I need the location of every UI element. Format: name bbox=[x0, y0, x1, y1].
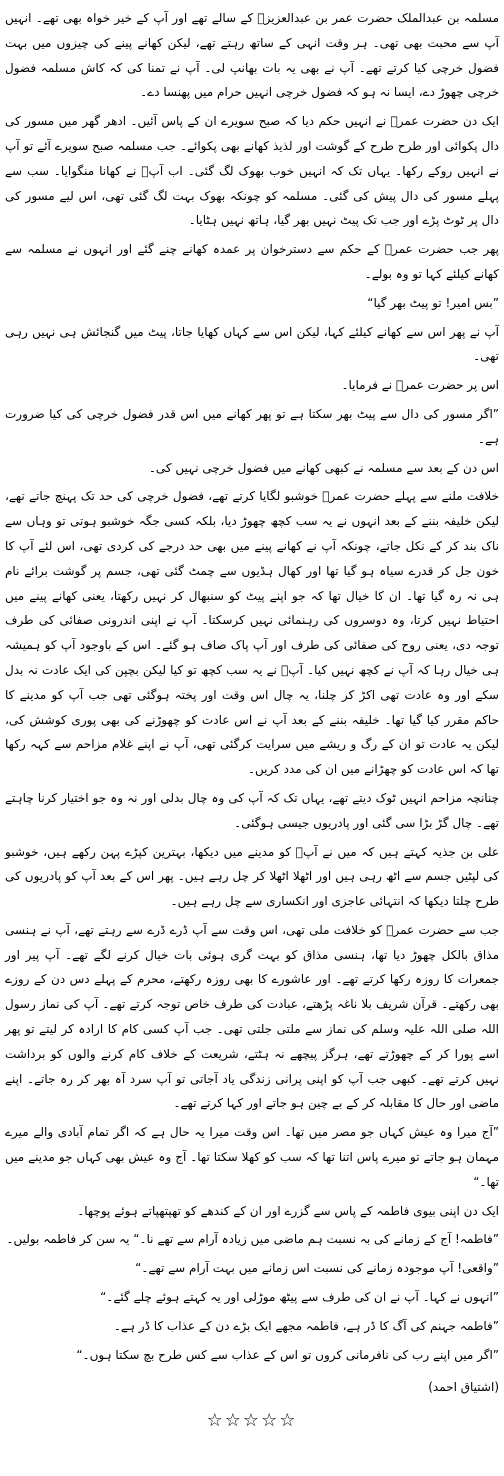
paragraph: اس پر حضرت عمرؒ نے فرمایا۔ bbox=[341, 378, 499, 393]
paragraph: علی بن جذیہ کہتے ہیں کہ میں نے آپؒ کو مدینے میں دیکھا، بہترین کپڑے پہن رکھے ہیں، خوشبو کی لپٹیں جسم سے اٹھ رہی ہیں اور اٹھلا اٹھلا کر چل رہے ہیں۔ پھر اس کے بعد آپ کو پادریوں کی طرح چلتا دیکھا کہ انتہائی عاجزی اور انکساری سے چل رہے ہیں۔ bbox=[5, 844, 499, 909]
paragraph: ”انہوں نے کہا۔ آپ نے ان کی طرف سے پیٹھ موڑلی اور یہ کہتے ہوئے چلے گئے۔“ bbox=[100, 1290, 499, 1305]
paragraph: ”واقعی! آپ موجودہ زمانے کی نسبت اس زمانے میں بہت آرام سے تھے۔“ bbox=[135, 1261, 499, 1276]
article-body bbox=[5, 6, 499, 1367]
paragraph: آپ نے پھر اس سے کھانے کیلئے کہا، لیکن اس سے کہاں کھایا جاتا، پیٹ میں گنجائش ہی نہیں رہی تھی۔ bbox=[5, 324, 499, 364]
author-credit: (اشتیاق احمد) bbox=[428, 1380, 499, 1395]
paragraph: ”اگر میں اپنے رب کی نافرمانی کروں تو اس کے عذاب سے کس طرح بچ سکتا ہوں۔“ bbox=[76, 1347, 499, 1362]
paragraph: ”آج میرا وہ عیش کہاں جو مصر میں تھا۔ اس وقت میرا یہ حال ہے کہ اگر تمام آبادی والے میرے مہمان ہو جاتے تو میرے پاس اتنا تھا کہ سب کو کھلا سکتا تھا۔ آج وہ عیش بھی کہاں جو مدینے میں تھا۔“ bbox=[5, 1125, 499, 1189]
paragraph: جب سے حضرت عمرؒ کو خلافت ملی تھی، اس وقت سے آپ ڈرے ڈرے سے رہتے تھے، آپ نے ہنسی مذاق بالکل چھوڑ دیا تھا، ہنسی مذاق کو بہت گری ہوئی بات خیال کرنے لگے تھے۔ آپ پیر اور جمعرات کا روزہ رکھا کرتے تھے۔ اور عاشورے کا بھی روزہ رکھتے، محرم کے پہلے دس دن کے روزے بھی رکھتے۔ قرآن شریف بلا ناغہ پڑھتے، عبادت کی طرف خاص توجہ کرتے تھے۔ آپ کی نماز رسول اللہ صلی اللہ علیہ وسلم کی نماز سے ملتی جلتی تھی۔ جب آپ کسی کام کا ارادہ کر لیتے تو پھر اسے پورا کر کے چھوڑتے تھے، ہرگز پیچھے نہ ہٹتے، شریعت کے خلاف کام کرنے والوں کو برداشت نہیں کرتے تھے۔ کبھی جب آپ کو اپنی پرانی زندگی یاد آجاتی تو آپ سرد آہ بھر کر رہ جاتے۔ اپنے ماضی اور حال کا مقابلہ کر کے بے چین ہو جاتے اور کہا کرتے تھے۔ bbox=[5, 922, 499, 1111]
paragraph: چنانچہ مزاحم انہیں ٹوک دیتے تھے، یہاں تک کہ آپ کی وہ چال بدلی اور نہ وہ جو اختیار کرنا چاہتے تھے۔ چال گڑ بڑا سی گئی اور پادریوں جیسی ہوگئی۔ bbox=[5, 790, 499, 830]
paragraph: ”بس امیر! تو پیٹ بھر گیا“ bbox=[367, 295, 499, 310]
paragraph: خلافت ملنے سے پہلے حضرت عمرؒ خوشبو لگایا کرتے تھے، فضول خرچی کی حد تک پہنچ جاتے تھے، لیکن خلیفہ بننے کے بعد انہوں نے یہ سب کچھ چھوڑ دیا، بلکہ کسی جگہ خوشبو ہوتی تو وہاں سے ناک بند کر کے نکل جاتے، چونکہ آپ نے کھانے پینے میں بھی حد درجے کی کردی تھی، اس لئے آپ کا خون جل کر قدرے سیاہ ہو گیا تھا اور کھال ہڈیوں سے چمٹ گئی تھی، جسم پر گوشت برائے نام ہی نہ رہ گیا تھا۔ ان کا خیال تھا کہ جو اپنے پیٹ کو سنبھال کر نہیں رکھتا، یعنی کھانے پینے میں احتیاط نہیں کرتا، وہ دوسروں کی رہنمائی نہیں کرسکتا۔ آپ نے اپنی اندرونی صفائی کی طرف توجہ دی، یعنی روح کی صفائی کی طرف اور آپ پاک صاف ہو گئے۔ اس کے باوجود آپ کو ہمیشہ ہی خیال رہا کہ آپ نے کچھ نہیں کیا۔ آپؒ نے یہ سب کچھ تو کیا لیکن بچپن کی ایک عادت نہ بدل سکے اور وہ عادت تھی اکڑ کر چلنا، یہ چال اس وقت اور پختہ ہوگئی تھی جب آپ کو مدینے کا حاکم مقرر کیا گیا تھا۔ خلیفہ بننے کے بعد آپ نے اس عادت کو چھوڑنے کی بھی پوری کوشش کی، لیکن یہ عادت تو ان کے رگ و ریشے میں سرایت کرگئی تھی، آپ نے اپنے غلام مزاحم سے کہہ رکھا تھا کہ اس عادت کو چھڑانے میں ان کی مدد کریں۔ bbox=[5, 489, 499, 777]
paragraph: ایک دن حضرت عمرؒ نے انہیں حکم دیا کہ صبح سویرے ان کے پاس آئیں۔ ادھر گھر میں مسور کی دال پکوائی اور طرح طرح کے گوشت اور لذیذ کھانے بھی پکوائے۔ جب مسلمہ صبح سویرے آئے تو آپ نے انہیں روکے رکھا۔ یہاں تک کہ انہیں خوب بھوک لگ گئی۔ اب آپؒ نے کھانا منگوایا۔ سب سے پہلے مسور کی دال پیش کی گئی۔ مسلمہ کو چونکہ بھوک بہت لگ گئی تھی، اس لیے مسور کی دال پر ٹوٹ پڑے اور جب تک پیٹ نہیں بھر گیا، ہاتھ نہیں ہٹایا۔ bbox=[5, 114, 499, 228]
paragraph: مسلمہ بن عبدالملک حضرت عمر بن عبدالعزیزؒ کے سالے تھے اور آپ کے خیر خواہ بھی تھے۔ انہیں آپ سے محبت بھی تھی۔ ہر وقت انہی کے ساتھ رہتے تھے، لیکن کھانے پینے کی چیزوں میں بہت فضول خرچی کیا کرتے تھے۔ آپ نے بھی یہ بات بھانپ لی۔ آپ نے تمنا کی کہ کاش مسلمہ فضول خرچی چھوڑ دے، ایسا نہ ہو کہ فضول خرچی انہیں حرام میں پھنسا دے۔ bbox=[5, 11, 499, 100]
paragraph: ”فاطمہ جہنم کی آگ کا ڈر ہے، فاطمہ مجھے ایک بڑے دن کے عذاب کا ڈر ہے۔ bbox=[113, 1318, 499, 1333]
paragraph: ایک دن اپنی بیوی فاطمہ کے پاس سے گزرے اور ان کے کندھے کو تھپتھپاتے ہوئے پوچھا۔ bbox=[77, 1203, 499, 1218]
paragraph: پھر جب حضرت عمرؒ کے حکم سے دسترخوان پر عمدہ کھانے چنے گئے اور انہوں نے مسلمہ سے کھانے کیلئے کہا تو وہ بولے۔ bbox=[5, 242, 500, 281]
paragraph: ”فاطمہ! آج کے زمانے کی بہ نسبت ہم ماضی میں زیادہ آرام سے تھے نا۔“ یہ سن کر فاطمہ بولیں۔ bbox=[6, 1232, 499, 1247]
paragraph: اس دن کے بعد سے مسلمہ نے کبھی کھانے میں فضول خرچی نہیں کی۔ bbox=[148, 460, 499, 475]
paragraph: ”اگر مسور کی دال سے پیٹ بھر سکتا ہے تو پھر کھانے میں اس قدر فضول خرچی کی کیا ضرورت ہے۔ bbox=[5, 406, 499, 446]
section-separator: ☆☆☆☆☆ bbox=[206, 1410, 298, 1432]
